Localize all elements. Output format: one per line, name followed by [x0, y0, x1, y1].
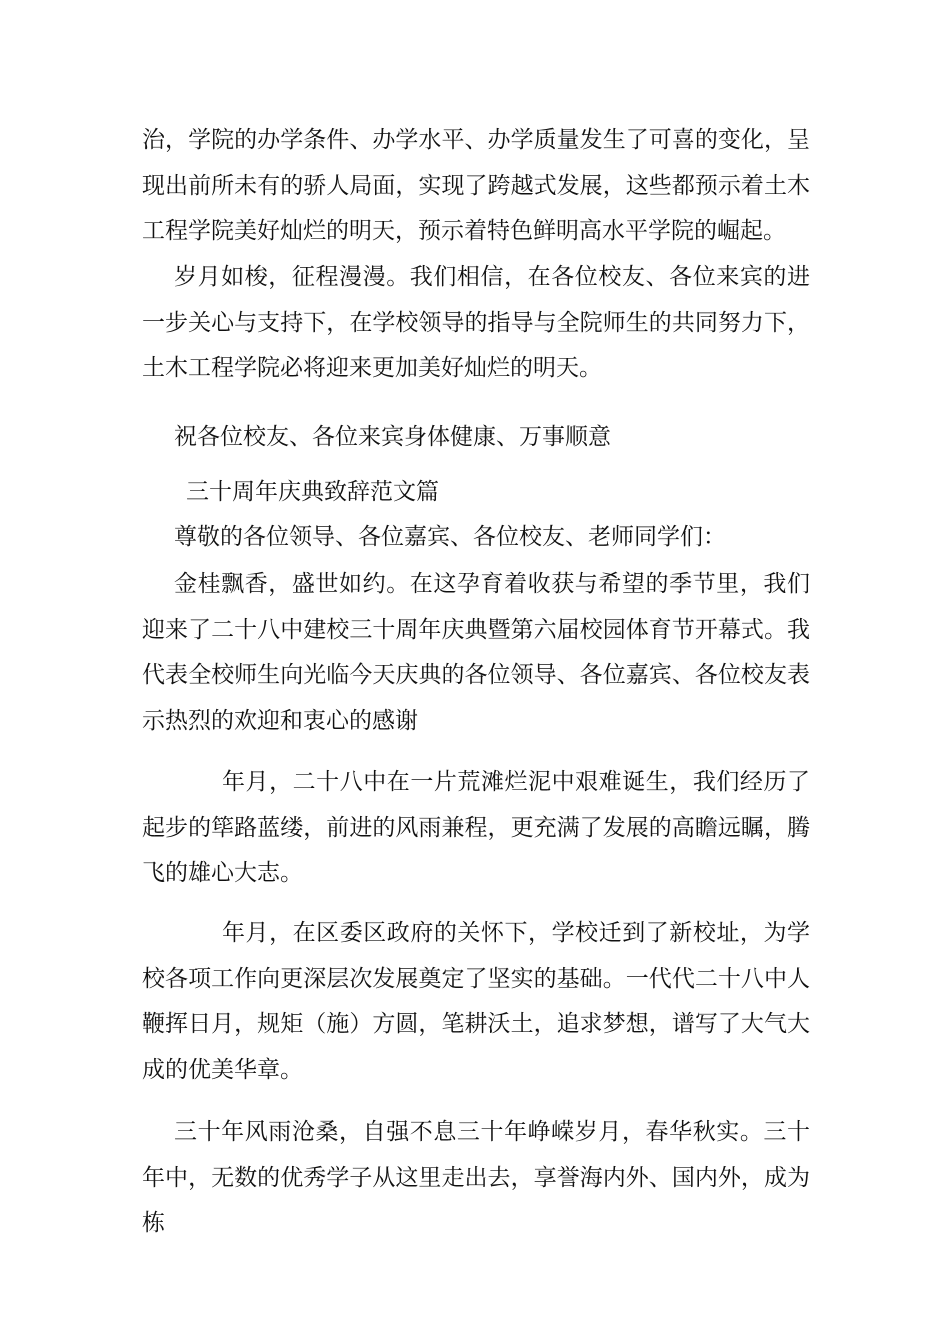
paragraph-continuation: 治，学院的办学条件、办学水平、办学质量发生了可喜的变化，呈现出前所未有的骄人局面，实现了跨越式发展，这些都预示着土木工程学院美好灿烂的明天，预示着特色鲜明高水平学院的崛起。: [142, 127, 810, 244]
section-heading: 三十周年庆典致辞范文篇: [186, 479, 439, 505]
paragraph-future: 岁月如梭，征程漫漫。我们相信，在各位校友、各位来宾的进一步关心与支持下，在学校领导的指导与全院师生的共同努力下，土木工程学院必将迎来更加美好灿烂的明天。: [142, 264, 810, 381]
paragraph-welcome: 金桂飘香，盛世如约。在这孕育着收获与希望的季节里，我们迎来了二十八中建校三十周年庆典暨第六届校园体育节开幕式。我代表全校师生向光临今天庆典的各位领导、各位嘉宾、各位校友表示热烈的欢迎和衷心的感谢: [142, 571, 810, 734]
paragraph-relocation: 年月，在区委区政府的关怀下，学校迁到了新校址，为学校各项工作向更深层次发展奠定了坚实的基础。一代代二十八中人鞭挥日月，规矩（施）方圆，笔耕沃土，追求梦想，谱写了大气大成的优美华章。: [142, 920, 810, 1083]
salutation: 尊敬的各位领导、各位嘉宾、各位校友、老师同学们：: [174, 524, 726, 550]
paragraph-thirty-years: 三十年风雨沧桑，自强不息三十年峥嵘岁月，春华秋实。三十年中，无数的优秀学子从这里走出去，享誉海内外、国内外，成为栋: [142, 1119, 810, 1236]
paragraph-founding: 年月，二十八中在一片荒滩烂泥中艰难诞生，我们经历了起步的筚路蓝缕，前进的风雨兼程，更充满了发展的高瞻远瞩，腾飞的雄心大志。: [142, 769, 810, 886]
paragraph-wishes: 祝各位校友、各位来宾身体健康、万事顺意: [174, 424, 611, 450]
